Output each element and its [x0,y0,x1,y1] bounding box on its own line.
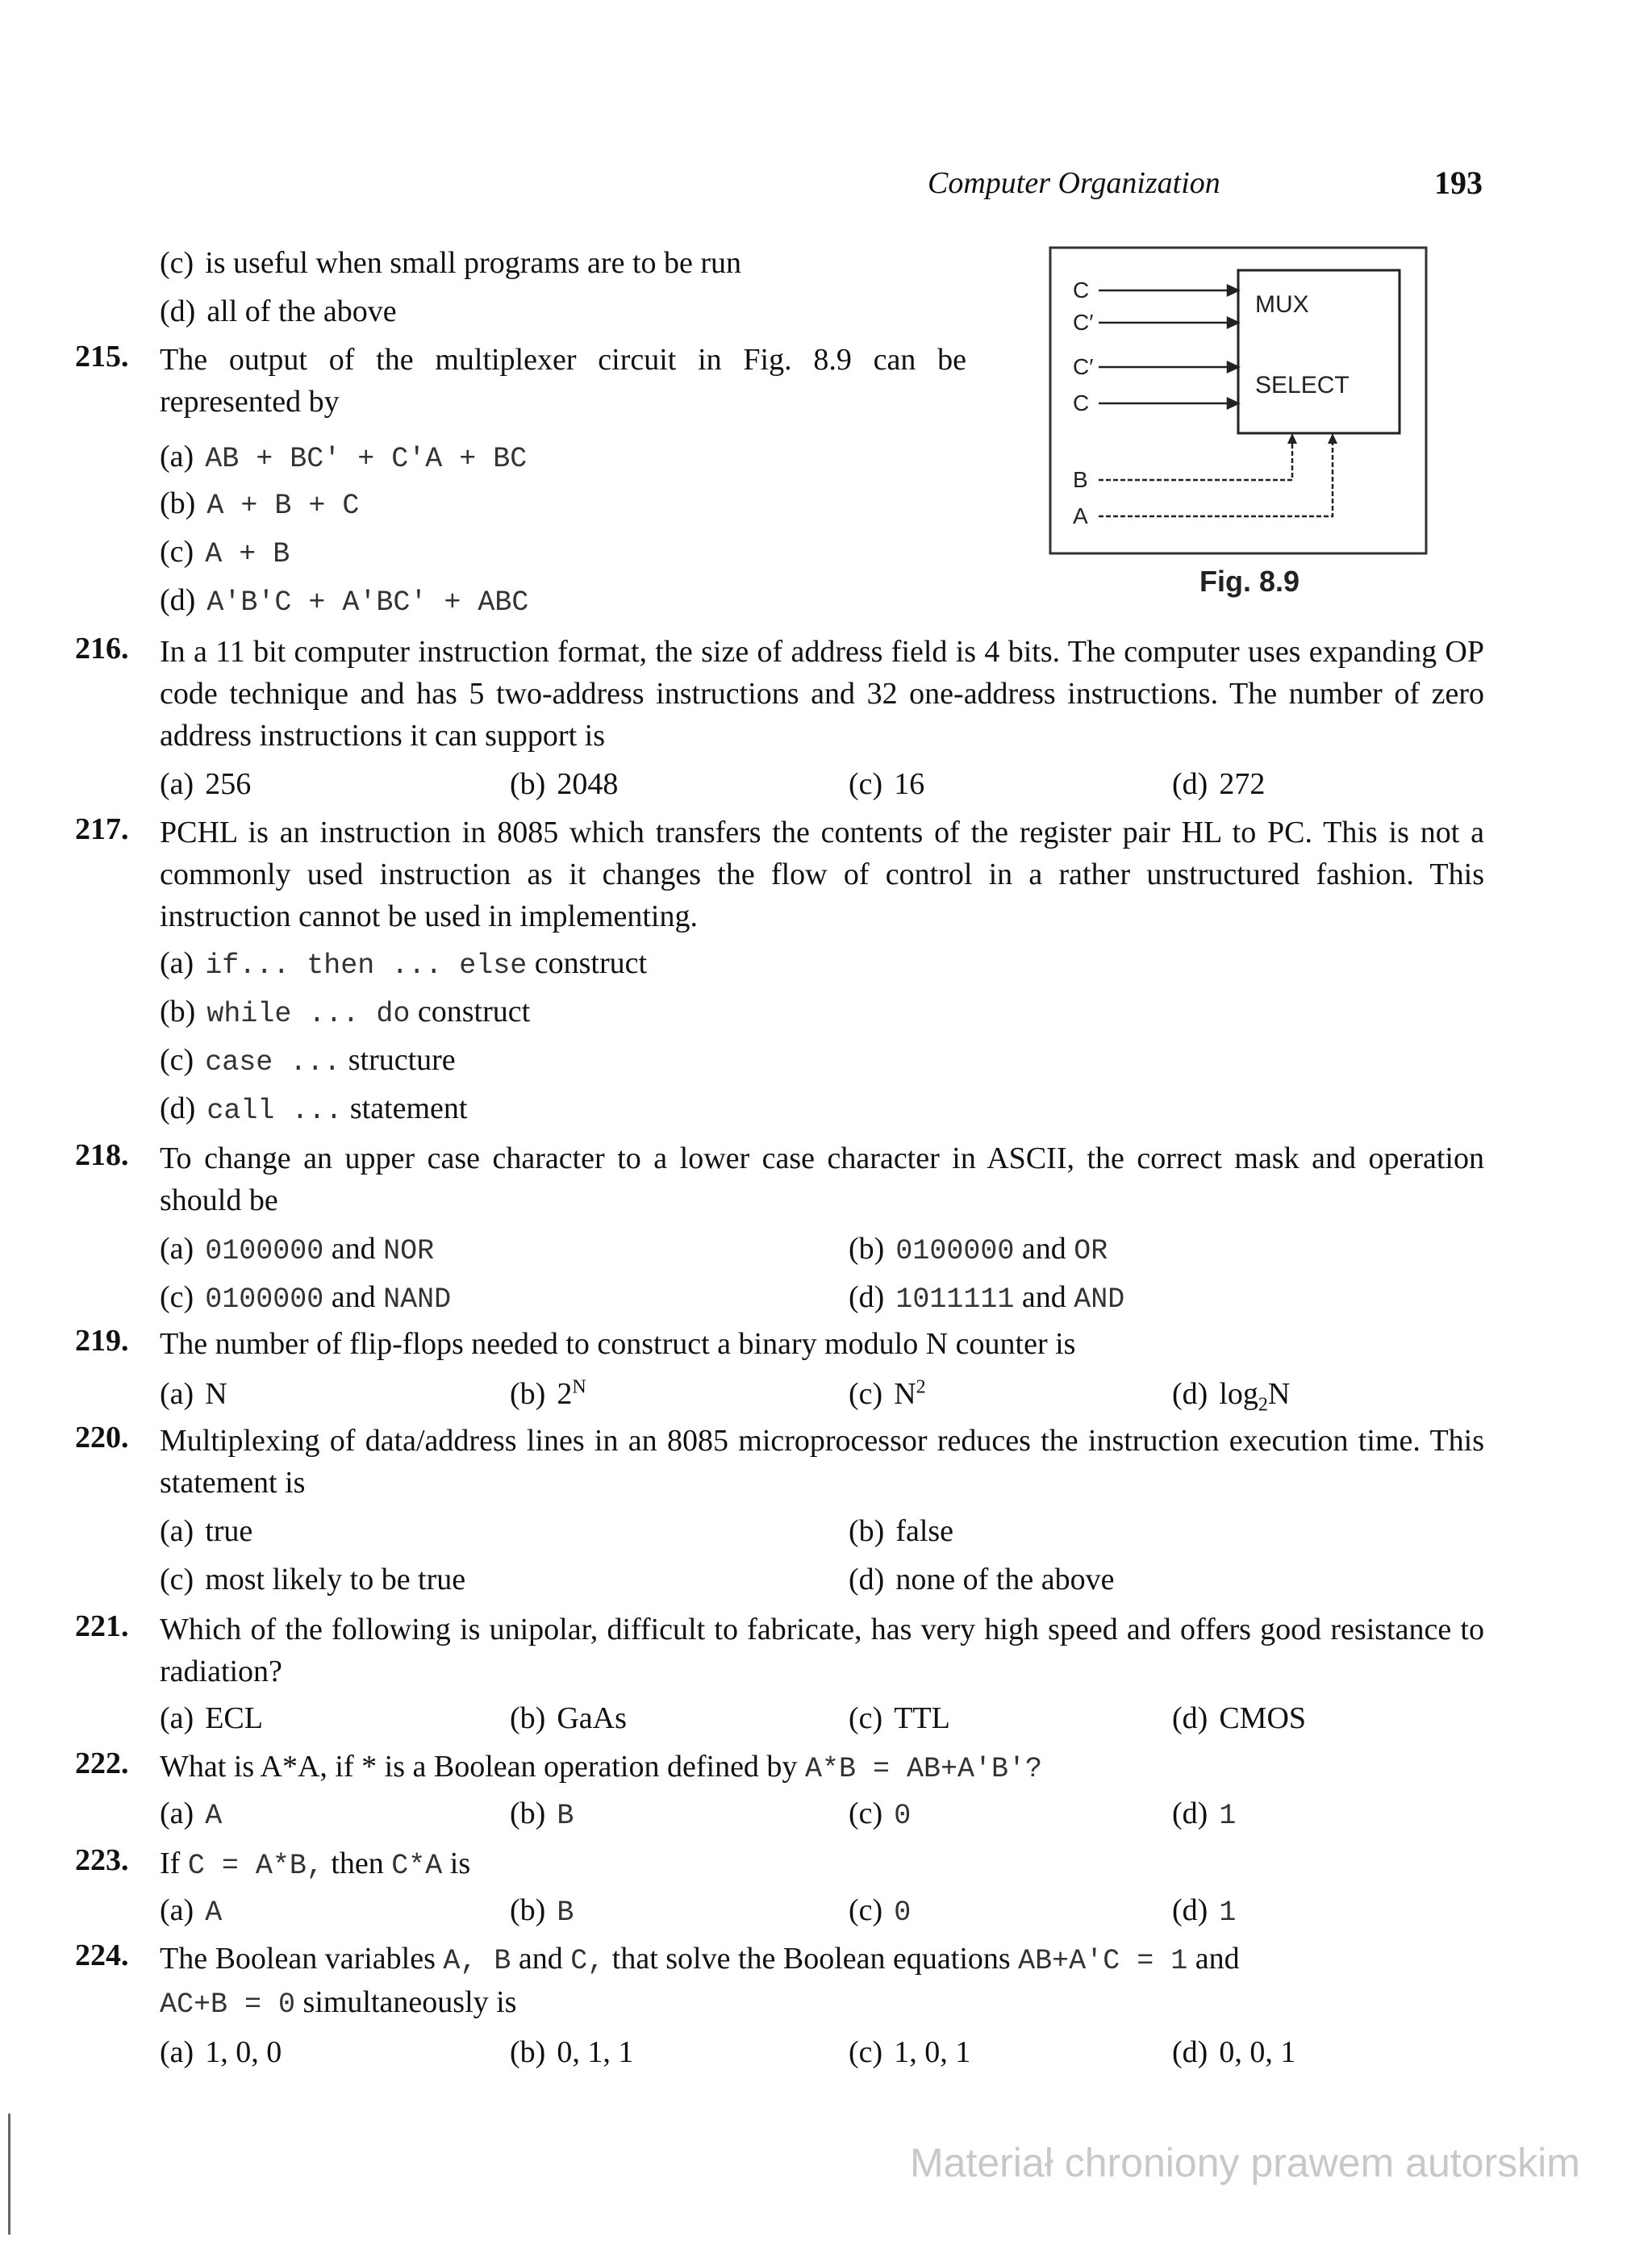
figure-caption: Fig. 8.9 [1199,565,1300,598]
question-text-219: The number of flip-flops needed to construct a binary modulo N counter is [160,1327,1076,1361]
question-text-222: What is A*A, if * is a Boolean operation defined by A*B = AB+A′B′? [160,1750,1042,1785]
carry-over-option-d: (d) all of the above [160,294,397,328]
q224-option-d: (d) 0, 0, 1 [1172,2035,1296,2069]
q220-option-a: (a) true [160,1514,253,1548]
q223-option-a: (a) A [160,1893,223,1929]
q215-option-a: (a) AB + BC′ + C′A + BC [160,440,528,475]
q219-option-b: (b) $2^N$ [510,1376,586,1411]
multiplexer-figure [1049,246,1428,557]
q215-option-c: (c) A + B [160,535,290,570]
q216-option-b: (b) 2048 [510,767,619,801]
question-number-221: 221. [75,1609,129,1643]
question-text-224-line1: The Boolean variables A, B and C, that solve the Boolean equations AB+A′C = 1 and [160,1942,1240,1977]
question-text-218: To change an upper case character to a lower case character in ASCII, the correct mask and operation should be [160,1141,1484,1217]
q224-option-a: (a) 1, 0, 0 [160,2035,282,2069]
question-number-223: 223. [75,1843,129,1877]
question-number-222: 222. [75,1746,129,1780]
input-label-2: C′ [1073,354,1094,379]
q223-option-c: (c) 0 [849,1893,912,1929]
q221-option-b: (b) GaAs [510,1701,627,1735]
q223-option-d: (d) 1 [1172,1893,1237,1929]
input-lines [1099,286,1238,408]
question-number-224: 224. [75,1938,129,1972]
select-lines [1099,437,1333,516]
q222-option-d: (d) 1 [1172,1797,1237,1832]
question-number-219: 219. [75,1324,129,1358]
question-number-218: 218. [75,1138,129,1172]
page-number: 193 [1434,165,1483,201]
q219-option-c: (c) $N^2$ [849,1376,926,1411]
carry-over-option-c: (c) is useful when small programs are to be run [160,246,742,280]
q220-option-d: (d) none of the above [849,1563,1115,1596]
q221-option-c: (c) TTL [849,1701,950,1735]
q222-option-c: (c) 0 [849,1797,912,1832]
q217-option-d: (d) call ... statement [160,1091,468,1127]
q220-option-b: (b) false [849,1514,954,1548]
q219-option-a: (a) N [160,1377,227,1411]
q216-option-c: (c) 16 [849,767,925,801]
question-number-216: 216. [75,632,129,666]
q218-option-c: (c) 0100000 and NAND [160,1280,452,1316]
question-text-215: The output of the multiplexer circuit in Fig. 8.9 can be represented by [160,343,966,419]
select-label-b: B [1073,467,1088,492]
copyright-watermark: Materiał chroniony prawem autorskim [910,2140,1580,2185]
q224-option-b: (b) 0, 1, 1 [510,2035,634,2069]
q218-option-d: (d) 1011111 and AND [849,1280,1125,1316]
q217-option-a: (a) if... then ... else construct [160,946,648,982]
q219-option-d: (d) $\log_2N$ [1172,1377,1291,1416]
q217-option-b: (b) while ... do construct [160,995,531,1030]
q220-option-c: (c) most likely to be true [160,1563,466,1596]
q215-option-d: (d) A′B′C + A′BC′ + ABC [160,583,529,619]
question-text-217: PCHL is an instruction in 8085 which transfers the contents of the register pair HL to PC. This is not a commonly used instruction as it changes the flow of control in a rather unstructured fashion. This instruction cannot be used in implementing. [160,816,1484,933]
q222-option-b: (b) B [510,1797,574,1832]
question-text-216: In a 11 bit computer instruction format, the size of address field is 4 bits. The computer uses expanding OP code technique and has 5 two-address instructions and 32 one-address instructions. The number of zero address instructions it can support is [160,635,1484,753]
q224-option-c: (c) 1, 0, 1 [849,2035,971,2069]
question-number-217: 217. [75,812,129,846]
input-label-3: C [1073,390,1090,415]
q221-option-d: (d) CMOS [1172,1701,1307,1735]
q218-option-a: (a) 0100000 and NOR [160,1232,435,1267]
question-text-224-line2: AC+B = 0 simultaneously is [160,1985,517,2021]
select-label-a: A [1073,503,1088,528]
question-text-223: If C = A*B, then C*A is [160,1847,471,1882]
select-label: SELECT [1255,372,1350,399]
q218-option-b: (b) 0100000 and OR [849,1232,1108,1267]
question-text-220: Multiplexing of data/address lines in an 8085 microprocessor reduces the instruction execution time. This statement is [160,1424,1484,1500]
q222-option-a: (a) A [160,1797,223,1832]
running-header-title: Computer Organization [928,166,1220,200]
q221-option-a: (a) ECL [160,1701,263,1735]
question-text-221: Which of the following is unipolar, difficult to fabricate, has very high speed and offers good resistance to radiation? [160,1613,1484,1688]
q215-option-b: (b) A + B + C [160,486,360,522]
mux-label: MUX [1255,291,1309,318]
input-label-1: C′ [1073,310,1094,335]
scan-edge-mark [8,2114,10,2235]
q216-option-d: (d) 272 [1172,767,1266,801]
question-number-215: 215. [75,340,129,374]
question-number-220: 220. [75,1421,129,1454]
q223-option-b: (b) B [510,1893,574,1929]
q216-option-a: (a) 256 [160,767,252,801]
input-label-0: C [1073,278,1090,303]
q217-option-c: (c) case ... structure [160,1043,456,1079]
